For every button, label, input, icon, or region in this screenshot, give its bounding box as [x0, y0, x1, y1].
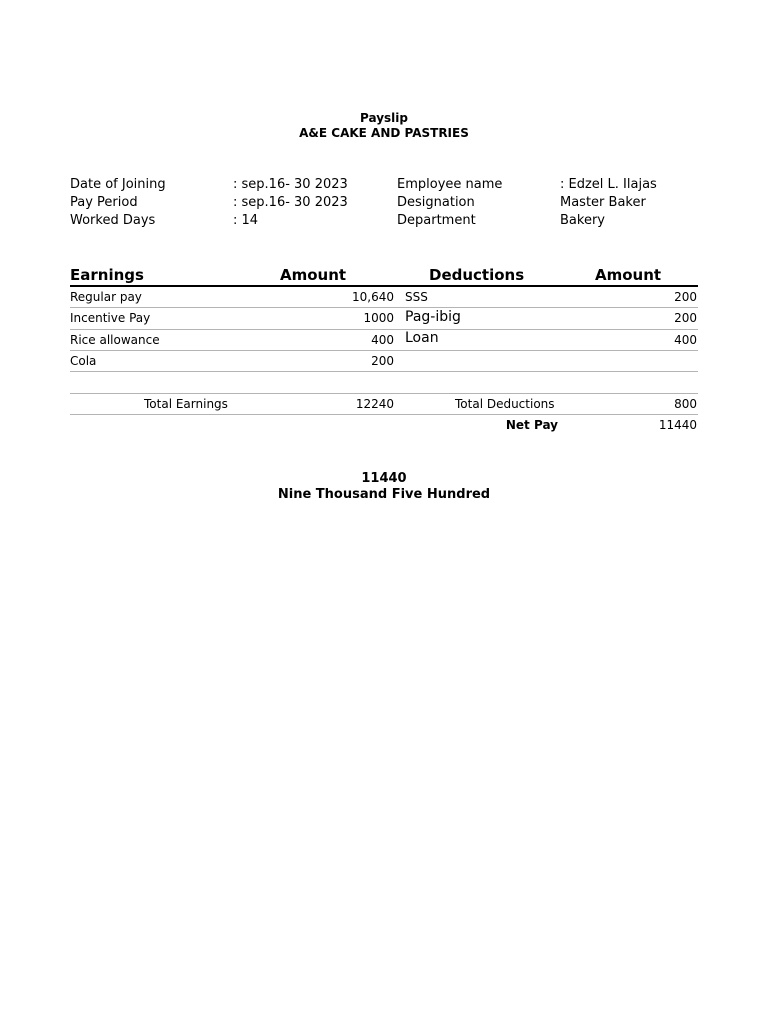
- total-deductions-value: 800: [674, 397, 697, 411]
- deductions-header: Deductions: [429, 266, 525, 284]
- earning-item: Cola: [70, 354, 97, 368]
- deductions-amount-header: Amount: [595, 266, 662, 284]
- earning-item: Incentive Pay: [70, 311, 151, 325]
- deduction-amount: 400: [674, 333, 697, 347]
- department-value: Bakery: [560, 213, 605, 228]
- total-earnings-label: Total Earnings: [144, 397, 228, 411]
- net-pay-in-words: Nine Thousand Five Hundred: [277, 487, 491, 502]
- earning-amount: 400: [371, 333, 394, 347]
- header-divider: [70, 285, 698, 287]
- row-divider: [70, 371, 698, 372]
- total-deductions-label: Total Deductions: [455, 397, 555, 411]
- earning-amount: 200: [371, 354, 394, 368]
- pay-period-value: : sep.16- 30 2023: [233, 195, 348, 210]
- net-pay-amount: 11440: [361, 471, 407, 486]
- row-divider: [70, 393, 698, 394]
- payslip-title: Payslip: [360, 111, 408, 125]
- employee-name-value: : Edzel L. Ilajas: [560, 177, 657, 192]
- deduction-amount: 200: [674, 311, 697, 325]
- company-name: A&E CAKE AND PASTRIES: [299, 126, 469, 140]
- worked-days-label: Worked Days: [70, 213, 156, 228]
- designation-value: Master Baker: [560, 195, 646, 210]
- earning-amount: 10,640: [352, 290, 394, 304]
- designation-label: Designation: [397, 195, 475, 210]
- totals-divider: [70, 414, 698, 415]
- deduction-item: Loan: [405, 330, 439, 346]
- net-pay-value: 11440: [658, 418, 697, 432]
- earnings-header: Earnings: [70, 266, 144, 284]
- earning-amount: 1000: [363, 311, 394, 325]
- earning-item: Regular pay: [70, 290, 142, 304]
- pay-period-label: Pay Period: [70, 195, 138, 210]
- row-divider: [70, 329, 698, 330]
- date-of-joining-value: : sep.16- 30 2023: [233, 177, 348, 192]
- deduction-item: Pag-ibig: [405, 309, 461, 325]
- department-label: Department: [397, 213, 476, 228]
- total-earnings-value: 12240: [355, 397, 394, 411]
- employee-name-label: Employee name: [397, 177, 503, 192]
- row-divider: [70, 307, 698, 308]
- earning-item: Rice allowance: [70, 333, 160, 347]
- deduction-item: SSS: [405, 290, 428, 304]
- row-divider: [70, 350, 698, 351]
- net-pay-label: Net Pay: [505, 418, 558, 432]
- date-of-joining-label: Date of Joining: [70, 177, 166, 192]
- deduction-amount: 200: [674, 290, 697, 304]
- worked-days-value: : 14: [233, 213, 259, 228]
- earnings-amount-header: Amount: [280, 266, 347, 284]
